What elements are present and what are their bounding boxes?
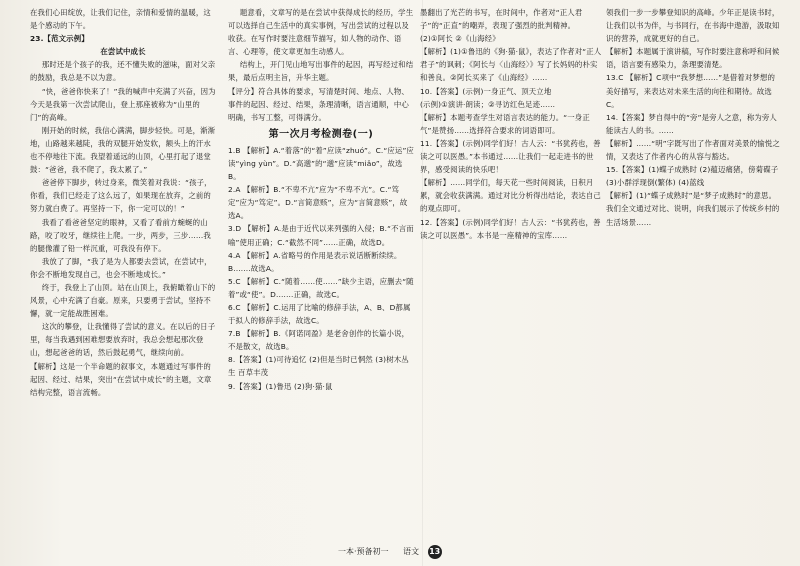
answer-item: 2.A 【解析】B.“不卑不亢”应为“不卑不亢”。C.“笃定”应为“笃定”。D.“言简意赅”，应为“言简意赅”，故选A。 [228,185,408,221]
answer-item: 1.B 【解析】A.“着落”的“着”应读“zhuó”。C.“应运”应读“yìng yùn”。D.“高邈”的“邈”应读“miǎo”，故选B。 [228,145,414,182]
analysis-paragraph: 【解析】(1)“蝶子成熟时”是“梦子成熟时”的意思。我们全文通过对比、说明，向我们展示了传统乡村的生活场景…… [606,191,780,227]
answer-item: 11.【答案】(示例)同学们好！古人云：“书犹药也，善读之可以医愚。”本书通过……让我们一起走进书的世界，感受阅读的快乐吧！ [420,138,601,175]
answer-item: (示例)①演讲·朗读；②寻访红色足迹…… [420,99,556,109]
footer-book-name: 一本·预备初一 [338,547,389,556]
paragraph: 我看了看爸爸坚定的眼神，又看了看前方蜿蜒的山路，咬了咬牙，继续往上爬。一步，两步，三步……我的腿像灌了铅一样沉重，可我没有停下。 [30,217,211,253]
answer-item: (2)①阿长 ②《山海经》 [420,34,500,44]
paragraph: 爸爸停下脚步，转过身来，微笑着对我说：“孩子，你看，我们已经走了这么远了，如果现在放弃，之前的努力就白费了。再坚持一下，你一定可以的！” [30,178,212,214]
analysis-paragraph: 【解析】……“明”字既写出了作者面对美景的愉悦之情，又表达了作者内心的从容与豁达。 [606,138,780,162]
text-line: 在我们心田绽放，让我们记住，亲情和爱情的温暖，这是个感动的下午。 [30,8,211,31]
answer-item: 6.C 【解析】C.运用了比喻的修辞手法，A、B、D都属于拟人的修辞手法，故选C。 [228,302,411,326]
answer-item: 8.【答案】(1)可待追忆 (2)但是当时已惘然 (3)树木丛生 百草丰茂 [228,355,409,378]
answer-item: 9.【答案】(1)鲁迅 (2)狗·猫·鼠 [228,381,333,391]
analysis-paragraph: 【解析】本题考查学生对语言表达的能力。“一身正气”是赞扬……选择符合要求的词语即可。 [420,112,590,135]
answer-item: 4.A 【解析】A.省略号的作用是表示说话断断续续。B.……故选A。 [228,250,402,273]
column-3 [420,6,602,536]
question-heading: 23.【范文示例】 [30,34,89,44]
text-line: 墨翻出了光芒的书写，在时间中，作者对“正人君子”的“正直”的嘲弄，表现了强烈的批判精神。 [420,8,583,31]
scoring-paragraph: 【评分】符合具体的要求，写清楚时间、地点、人物、事件的起因、经过、结果，条理清晰，语言通顺，中心明确，书写工整，可得满分。 [228,86,409,122]
analysis-paragraph: 【解析】(1)①鲁迅的《狗·猫·鼠》，表达了作者对“正人君子”的讽刺；《阿长与〈山海经〉》写了长妈妈的朴实和善良。②阿长买来了《山海经》…… [420,47,602,83]
paragraph: 我放了了脚，“我了是为人都要去尝试，在尝试中，你会不断地发现自己，也会不断地成长。” [30,256,212,279]
page-number-badge: 13 [428,545,442,559]
answer-item: 10.【答案】(示例)一身正气、顶天立地 [420,86,552,96]
text-line: 领我们一步一步攀登知识的高峰。少年正是读书时，让我们以书为伴，与书同行，在书海中遨游，汲取知识的营养，成就更好的自己。 [606,8,780,44]
page-footer [0,544,800,560]
answer-item: 5.C 【解析】C.“随着……使……”缺少主语，应删去“随着”或“使”。D.……正确，故选C。 [228,276,414,299]
footer-center [338,544,442,560]
column-1 [30,6,216,536]
paragraph: “快，爸爸你快来了！”我的喊声中充满了兴奋，因为今天是我第一次尝试爬山，登上那座被称为“山里的门”的高峰。 [30,86,216,122]
paragraph: 刚开始的时候，我信心满满，脚步轻快。可是，渐渐地，山路越来越陡，我的双腿开始发软，额头上的汗水也不停地往下流。我望着遥远的山顶，心里打起了退堂鼓：“爸爸，我不爬了，我太累了。” [30,125,216,175]
analysis-paragraph: 【解析】这是一个半命题的叙事文，本题通过写事件的起因、经过、结果，突出“在尝试中成长”的主题，文章结构完整，语言流畅。 [30,361,212,397]
essay-title: 在尝试中成长 [100,47,146,57]
paragraph: 这次的攀登，让我懂得了尝试的意义。在以后的日子里，每当我遇到困难想要放弃时，我总会想起那次登山，想起爸爸的话，然后鼓起勇气，继续向前。 [30,322,216,358]
answer-item: 13.C 【解析】C项中“我梦想……”是借着对梦想的美好描写，来表达对未来生活的向往和期待。故选C。 [606,73,776,109]
answer-item: 15.【答案】(1)蝶子成熟时 (2)蕴迈痛猪，傍菊碟子 (3)小群浮现倒(繁体) (4)蓝线 [606,165,779,188]
analysis-paragraph: 【解析】本题属于演讲稿，写作时要注意称呼和问候语，语言要有感染力，条理要清楚。 [606,47,780,70]
paragraph: 结构上，开门见山地写出事件的起因，再写经过和结果，最后点明主旨，升华主题。 [228,60,414,83]
answer-item: 3.D 【解析】A.是由于近代以来列强的入侵；B.“不言而喻”使用正确；C.“截然不同”……正确，故选D。 [228,224,414,247]
paragraph: 题意看，文章写的是在尝试中获得成长的经历，学生可以选择自己生活中的真实事例，写出尝试的过程以及收获。在写作时要注意细节描写，如人物的动作、语言、心理等，使文章更加生动感人。 [228,8,414,57]
column-2 [228,6,414,536]
answer-item: 12.【答案】(示例)同学们好！古人云：“书犹药也，善读之可以医愚”。本书是一座精神的宝库…… [420,217,601,240]
analysis-paragraph: 【解析】……同学们，每天花一些时间阅读，日积月累，就会收获满满。通过对比分析得出结论，表达自己的观点即可。 [420,178,601,214]
paragraph: 那时还是个孩子的我，还不懂失败的滋味，面对父亲的鼓励，我总是不以为意。 [30,60,216,83]
column-4 [606,6,782,536]
answer-item: 14.【答案】梦自得中的“旁”是旁人之意，称为旁人能读古人的书。…… [606,112,777,135]
section-title: 第一次月考检测卷(一) [268,128,374,140]
footer-subject: 语文 [403,547,420,556]
answer-item: 7.B 【解析】B.《阿诺同盈》是老舍创作的长篇小说，不是散文，故选B。 [228,329,410,352]
paragraph: 终于，我登上了山顶。站在山顶上，我俯瞰着山下的风景，心中充满了自豪。原来，只要勇于尝试，坚持不懈，就一定能战胜困难。 [30,282,216,319]
